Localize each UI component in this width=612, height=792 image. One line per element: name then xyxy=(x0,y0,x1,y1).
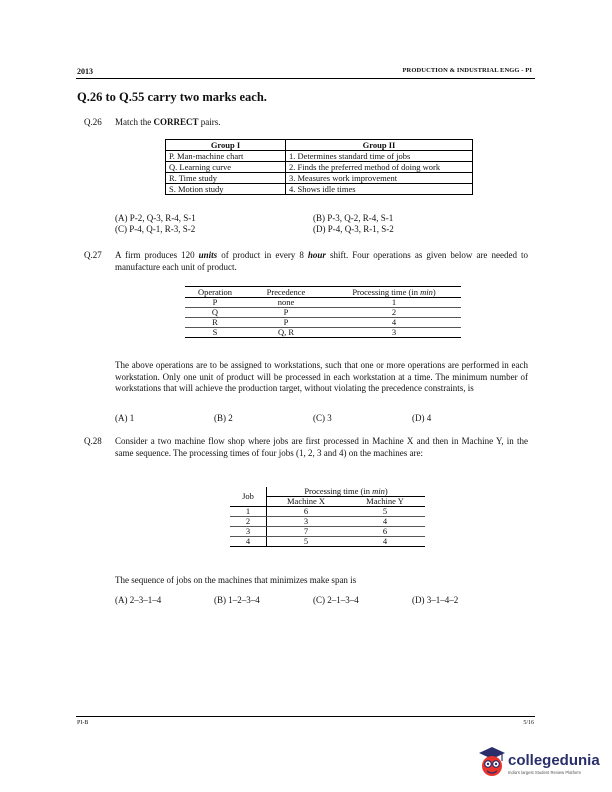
operation-cell: S xyxy=(185,328,245,338)
machine-y-cell: 6 xyxy=(345,527,425,537)
operation-cell: Q xyxy=(185,308,245,318)
question-paragraph: The above operations are to be assigned to workstations, such that one or more operations are performed in each workstation. Only one unit of product will be processed in each workstation at a time. The minimum number of workstations that will achieve the production target, without violating the precedence constraints, is xyxy=(115,360,528,393)
question-text: Consider a two machine flow shop where jobs are first processed in Machine X and then in Machine Y, in the same sequence. The processing times of four jobs (1, 2, 3 and 4) on the machines are: xyxy=(115,436,528,458)
question-text-part: shift. Four operations as given below are needed to manufacture each unit of product. xyxy=(115,250,528,272)
footer-code: PI-B xyxy=(77,720,89,726)
job-cell: 2 xyxy=(230,517,267,527)
time-cell: 4 xyxy=(327,318,461,328)
option-a: (A) 2–3–1–4 xyxy=(115,595,162,605)
option-a: (A) P-2, Q-3, R-4, S-1 xyxy=(115,213,196,223)
option-b: (B) 1–2–3–4 xyxy=(214,595,260,605)
page-number: 5/16 xyxy=(523,720,534,726)
group2-cell: 1. Determines standard time of jobs xyxy=(286,151,473,162)
group1-cell: P. Man-machine chart xyxy=(166,151,286,162)
job-header: Job xyxy=(230,487,267,507)
question-text-part: Match the xyxy=(115,117,154,127)
header-text: Processing time (in xyxy=(304,486,373,496)
table-row xyxy=(230,527,425,537)
jobs-table xyxy=(230,487,425,547)
question-number: Q.27 xyxy=(84,250,102,260)
table-row xyxy=(166,173,473,184)
header-unit: min xyxy=(372,486,385,496)
table-row xyxy=(166,162,473,173)
precedence-header: Precedence xyxy=(245,287,327,298)
option-d: (D) 3–1–4–2 xyxy=(412,595,459,605)
header-unit: min xyxy=(420,287,433,297)
question-text xyxy=(115,250,528,273)
option-d: (D) 4 xyxy=(412,413,432,423)
header-paper-title: PRODUCTION & INDUSTRIAL ENGG - PI xyxy=(402,67,532,74)
precedence-cell: none xyxy=(245,298,327,308)
operation-header: Operation xyxy=(185,287,245,298)
question-number: Q.26 xyxy=(84,117,102,127)
table-row xyxy=(166,184,473,195)
machine-x-cell: 7 xyxy=(267,527,346,537)
question-text-part: of product in every 8 xyxy=(217,250,308,260)
group1-cell: Q. Learning curve xyxy=(166,162,286,173)
question-text-part: A firm produces 120 xyxy=(115,250,199,260)
option-d: (D) P-4, Q-3, R-1, S-2 xyxy=(313,224,394,234)
table-row xyxy=(230,537,425,547)
question-number: Q.28 xyxy=(84,436,102,446)
option-b: (B) 2 xyxy=(214,413,233,423)
option-c: (C) 2–1–3–4 xyxy=(313,595,359,605)
header-text: ) xyxy=(432,287,436,297)
machine-x-cell: 3 xyxy=(267,517,346,527)
operation-cell: R xyxy=(185,318,245,328)
processing-time-header xyxy=(327,287,461,298)
machine-y-cell: 4 xyxy=(345,517,425,527)
table-row xyxy=(185,318,461,328)
machine-y-cell: 4 xyxy=(345,537,425,547)
table-row xyxy=(230,517,425,527)
job-cell: 1 xyxy=(230,507,267,517)
machine-x-cell: 5 xyxy=(267,537,346,547)
group2-cell: 3. Measures work improvement xyxy=(286,173,473,184)
group2-cell: 2. Finds the preferred method of doing work xyxy=(286,162,473,173)
brand-logo-text: collegedunia xyxy=(508,752,600,769)
time-cell: 1 xyxy=(327,298,461,308)
option-c: (C) 3 xyxy=(313,413,332,423)
machine-y-header: Machine Y xyxy=(345,497,425,507)
question-text-part: pairs. xyxy=(198,117,221,127)
job-cell: 3 xyxy=(230,527,267,537)
graduate-mascot-icon xyxy=(478,745,506,779)
time-cell: 2 xyxy=(327,308,461,318)
machine-x-cell: 6 xyxy=(267,507,346,517)
section-title: Q.26 to Q.55 carry two marks each. xyxy=(77,90,267,104)
header-year: 2013 xyxy=(77,67,93,76)
precedence-cell: P xyxy=(245,308,327,318)
machine-x-header: Machine X xyxy=(267,497,346,507)
question-text-bold: CORRECT xyxy=(153,117,199,127)
operation-cell: P xyxy=(185,298,245,308)
precedence-cell: Q, R xyxy=(245,328,327,338)
option-a: (A) 1 xyxy=(115,413,135,423)
group2-header: Group II xyxy=(286,140,473,151)
match-table xyxy=(165,139,473,195)
question-prompt: The sequence of jobs on the machines that minimizes make span is xyxy=(115,575,357,585)
job-cell: 4 xyxy=(230,537,267,547)
header-divider xyxy=(76,78,535,79)
precedence-cell: P xyxy=(245,318,327,328)
table-row xyxy=(185,298,461,308)
table-row xyxy=(185,308,461,318)
group2-cell: 4. Shows idle times xyxy=(286,184,473,195)
table-row xyxy=(230,507,425,517)
header-text: ) xyxy=(384,486,388,496)
machine-y-cell: 5 xyxy=(345,507,425,517)
question-text xyxy=(115,117,221,129)
question-text-italic: units xyxy=(198,250,218,260)
table-row xyxy=(166,151,473,162)
header-text: Processing time (in xyxy=(352,287,421,297)
option-b: (B) P-3, Q-2, R-4, S-1 xyxy=(313,213,394,223)
table-row xyxy=(185,328,461,338)
time-cell: 3 xyxy=(327,328,461,338)
footer-divider xyxy=(76,716,535,717)
group1-cell: S. Motion study xyxy=(166,184,286,195)
question-text-italic: hour xyxy=(307,250,326,260)
group1-cell: R. Time study xyxy=(166,173,286,184)
brand-tagline: India's largest Student Review Platform xyxy=(508,770,581,775)
group1-header: Group I xyxy=(166,140,286,151)
operations-table xyxy=(185,286,461,338)
option-c: (C) P-4, Q-1, R-3, S-2 xyxy=(115,224,196,234)
